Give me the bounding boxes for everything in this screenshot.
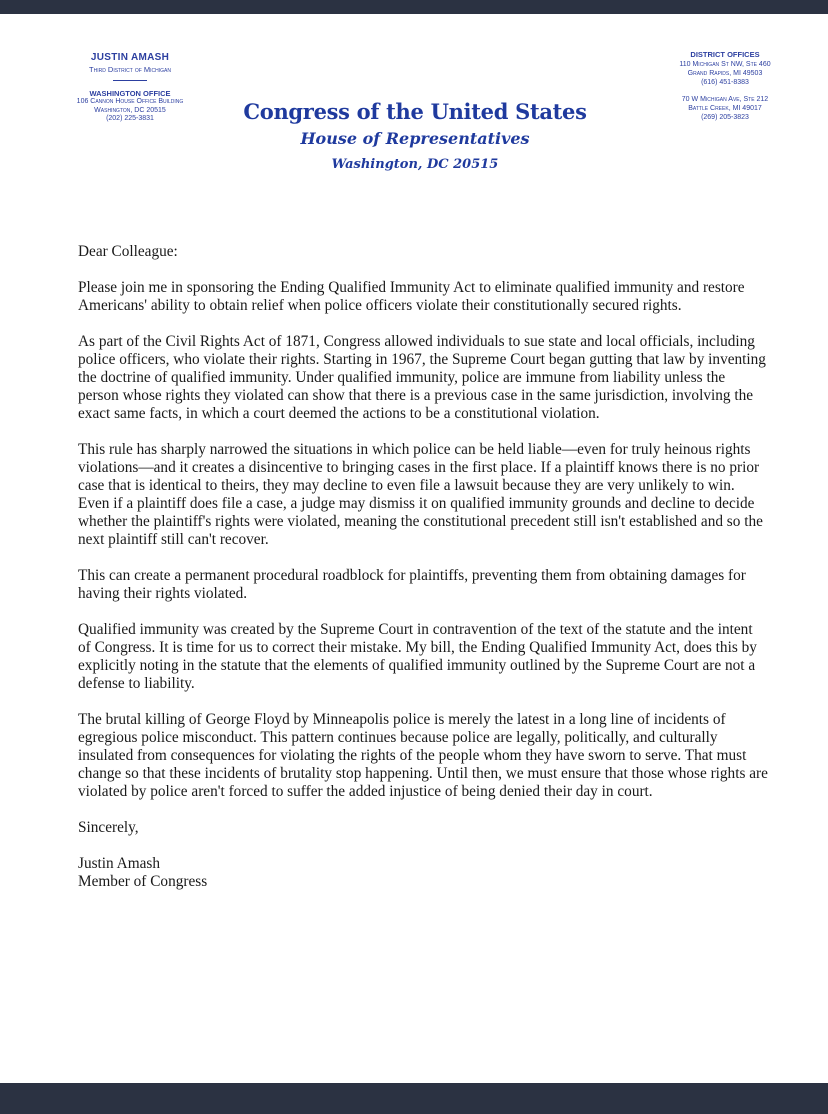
washington-office-phone: (202) 225-3831 [106, 115, 154, 122]
signer-title: Member of Congress [78, 873, 208, 890]
office2-address-2: Battle Creek, MI 49017 [688, 105, 762, 112]
office2-address-1: 70 W Michigan Ave, Ste 212 [681, 96, 769, 103]
office1-address-1: 110 Michigan St NW, Ste 460 [679, 61, 771, 68]
paragraph: This rule has sharply narrowed the situations in which police can be held liable—even for truly heinous rights violations—and it creates a disincentive to bringing cases in the first place. If a plaintiff knows there is no prior case that is identical to theirs, they may decline to even file a lawsuit because they are very unlikely to win. Even if a plaintiff does file a case, a judge may dismiss it on qualified immunity grounds and decline to decide whether the plaintiff's rights were violated, meaning the constitutional precedent still isn't established and so the next plaintiff still can't recover. [78, 441, 763, 548]
member-name: JUSTIN AMASH [90, 52, 170, 63]
letterhead-right-block [640, 50, 810, 122]
letterhead-congress: Congress of the United States [243, 99, 587, 124]
office1-address-2: Grand Rapids, MI 49503 [687, 70, 763, 77]
closing: Sincerely, [78, 819, 139, 836]
letterhead-house: House of Representatives [300, 129, 530, 148]
paragraph: As part of the Civil Rights Act of 1871, Congress allowed individuals to sue state and local officials, including police officers, who violate their rights. Starting in 1967, the Supreme Court began gutting that law by inventing the doctrine of qualified immunity. Under qualified immunity, police are immune from liability unless the person whose rights they violated can show that there is a previous case in the same jurisdiction, involving the exact same facts, in which a court deemed the actions to be a constitutional violation. [78, 333, 766, 422]
signer-name: Justin Amash [78, 855, 161, 872]
letterhead-left-block [40, 52, 220, 124]
office1-phone: (616) 451-8383 [701, 79, 749, 86]
washington-office-title: WASHINGTON OFFICE [89, 89, 171, 98]
washington-office-address-2: Washington, DC 20515 [94, 106, 166, 114]
letterhead-title-block [220, 98, 610, 174]
office2-phone: (269) 205-3823 [701, 114, 749, 121]
letter-page [0, 14, 828, 1083]
washington-office-address-1: 106 Cannon House Office Building [76, 98, 184, 105]
paragraph: The brutal killing of George Floyd by Minneapolis police is merely the latest in a long line of incidents of egregious police misconduct. This pattern continues because police are legally, politically, and culturally insulated from consequences for violating the rights of the people whom they have sworn to serve. That must change so that these incidents of brutality stop happening. Until then, we must ensure that those whose rights are violated by police aren't forced to suffer the added injustice of being denied their day in court. [78, 711, 768, 800]
letter-body [78, 243, 768, 891]
paragraph: Qualified immunity was created by the Supreme Court in contravention of the text of the statute and the intent of Congress. It is time for us to correct their mistake. My bill, the Ending Qualified Immunity Act, does this by explicitly noting in the statute that the elements of qualified immunity outlined by the Supreme Court are not a defense to liability. [78, 621, 757, 692]
divider [113, 80, 147, 81]
district-offices-title: DISTRICT OFFICES [690, 50, 760, 59]
paragraph: Please join me in sponsoring the Ending Qualified Immunity Act to eliminate qualified immunity and restore Americans' ability to obtain relief when police officers violate their constitutionally secured rights. [78, 279, 745, 314]
letterhead-city: Washington, DC 20515 [331, 157, 499, 172]
paragraph: This can create a permanent procedural roadblock for plaintiffs, preventing them from obtaining damages for having their rights violated. [78, 567, 746, 602]
salutation: Dear Colleague: [78, 243, 178, 260]
member-district: Third District of Michigan [89, 65, 171, 74]
